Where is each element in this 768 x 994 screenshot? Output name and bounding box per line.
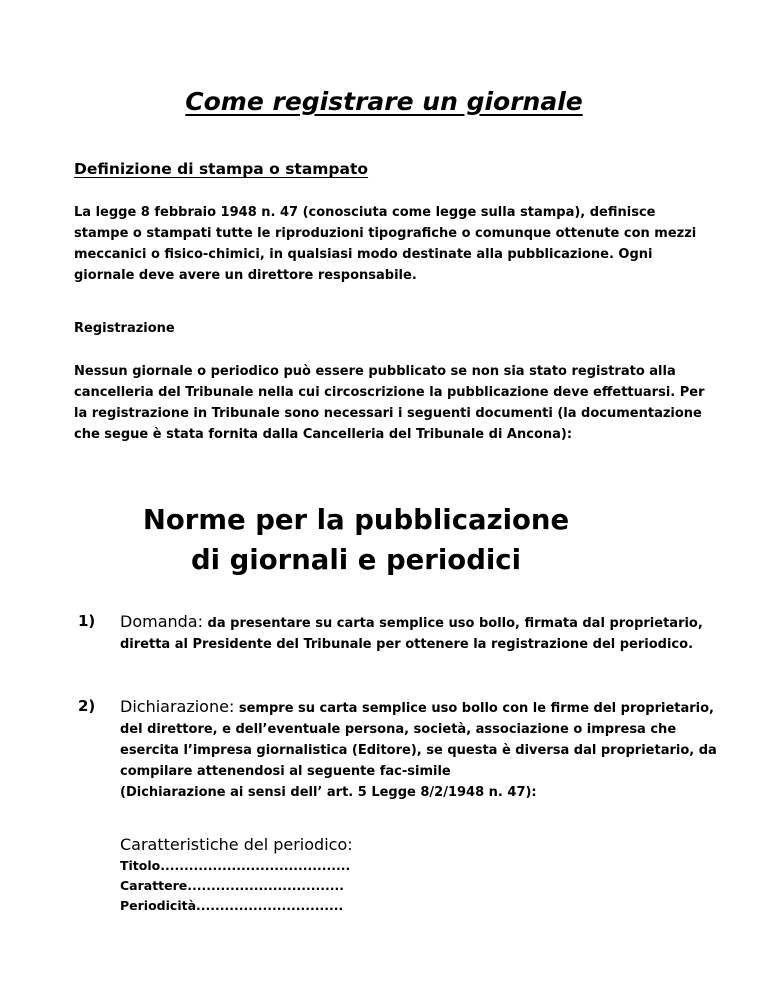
norme-title xyxy=(0,500,712,580)
item-text-reference: (Dichiarazione ai sensi dell’ art. 5 Legge 8/2/1948 n. 47): xyxy=(120,785,537,800)
section-heading-definition: Definizione di stampa o stampato xyxy=(74,160,369,178)
definition-paragraph: La legge 8 febbraio 1948 n. 47 (conosciuta come legge sulla stampa), definisce stampe o stampati tutte le riproduzioni tipografiche o comunque ottenute con mezzi meccanici o fisico-chimici, in qualsiasi modo destinate alla pubblicazione. Ogni giornale deve avere un direttore responsabile. xyxy=(74,205,697,283)
norme-title-line2: di giornali e periodici xyxy=(190,544,522,576)
characteristics-line-titolo: Titolo........................................ xyxy=(120,858,351,873)
item-body xyxy=(120,696,720,803)
registration-paragraph: Nessun giornale o periodico può essere pubblicato se non sia stato registrato alla cancelleria del Tribunale nella cui circoscrizione la pubblicazione deve effettuarsi. Per la registrazione in Tribunale sono necessari i seguenti documenti (la documentazione che segue è stata fornita dalla Cancelleria del Tribunale di Ancona): xyxy=(74,364,705,442)
item-number: 1) xyxy=(78,612,96,630)
item-text: sempre su carta semplice uso bollo con le firme del proprietario, del direttore, e dell’eventuale persona, società, associazione o impresa che esercita l’impresa giornalistica (Editore), se questa è diversa dal proprietario, da compilare attenendosi al seguente fac-simile xyxy=(120,701,717,779)
norme-title-line1: Norme per la pubblicazione xyxy=(142,504,570,536)
item-lead: Domanda: xyxy=(120,612,203,631)
characteristics-heading: Caratteristiche del periodico: xyxy=(120,835,353,854)
item-number: 2) xyxy=(78,697,96,715)
characteristics-block xyxy=(120,834,353,916)
section-heading-registration: Registrazione xyxy=(74,321,175,336)
characteristics-line-carattere: Carattere................................. xyxy=(120,878,344,893)
item-lead: Dichiarazione: xyxy=(120,697,235,716)
document-title: Come registrare un giornale xyxy=(185,87,583,116)
item-body xyxy=(120,611,720,655)
item-text: da presentare su carta semplice uso bollo, firmata dal proprietario, diretta al Presidente del Tribunale per ottenere la registrazione del periodico. xyxy=(120,616,703,652)
characteristics-line-periodicita: Periodicità............................... xyxy=(120,898,344,913)
